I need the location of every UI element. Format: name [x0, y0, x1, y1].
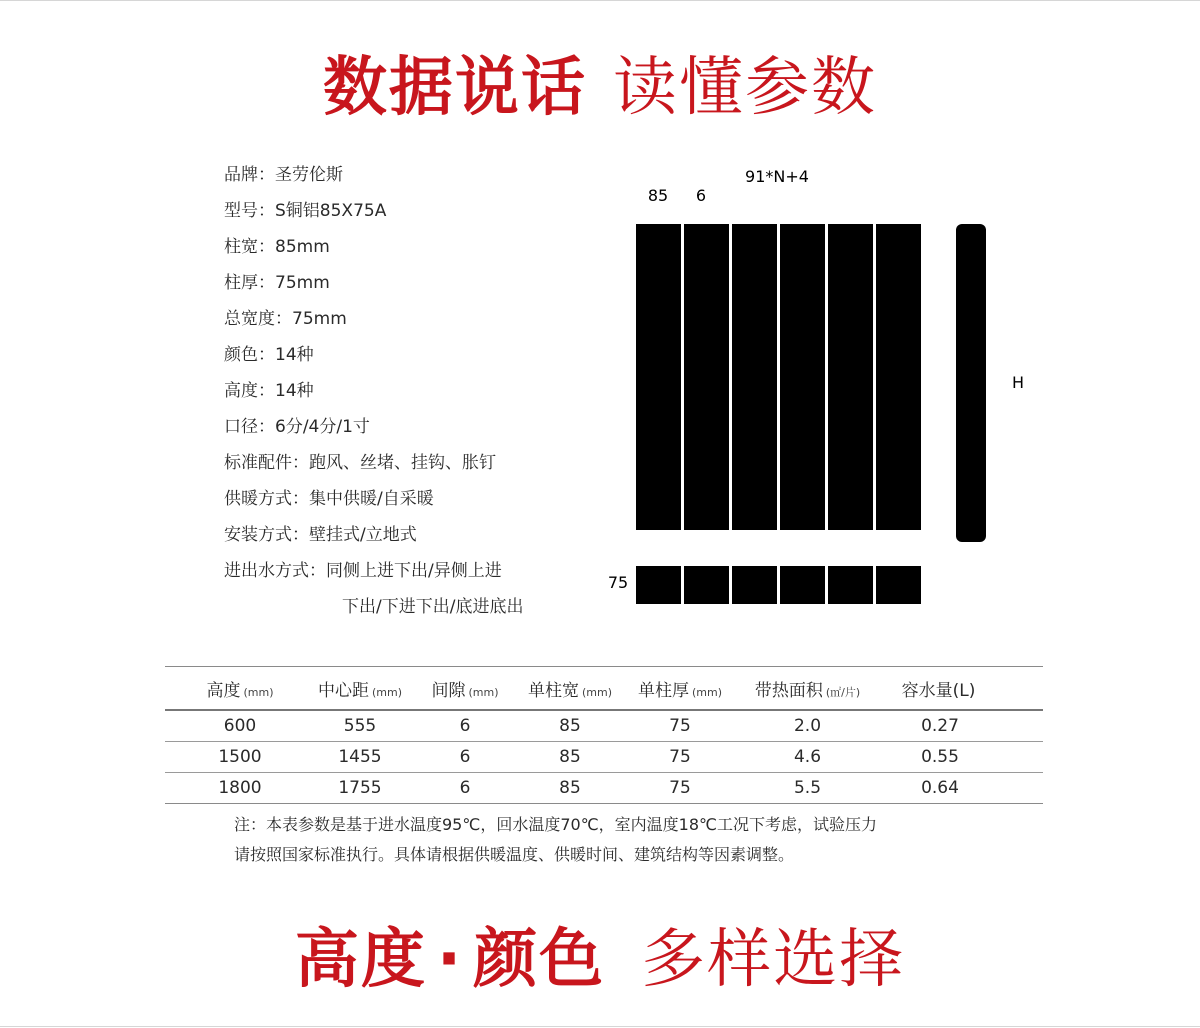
spec-label: 标准配件： [224, 453, 309, 473]
top-view-slot [832, 592, 869, 598]
spec-value: 下出/下进下出/底进底出 [342, 597, 524, 617]
table-cell: 1500 [218, 747, 262, 767]
spec-label: 型号： [224, 201, 275, 221]
spec-value: 85mm [275, 237, 330, 257]
top-view-slot [736, 592, 773, 598]
table-cell: 0.55 [921, 747, 959, 767]
slogan-height: 高度 [294, 923, 427, 997]
top-view-slot [784, 592, 821, 598]
spec-row-brand [224, 160, 523, 196]
spec-row-water-flow-continued [224, 592, 523, 628]
spec-value: 14种 [275, 381, 314, 401]
radiator-column [780, 224, 825, 530]
top-view-slot [880, 572, 917, 578]
dim-total-width-label: 91*N+4 [745, 167, 809, 186]
table-cell: 85 [559, 747, 581, 767]
top-view-section [732, 566, 777, 604]
radiator-column [828, 224, 873, 530]
spec-row-column-thickness [224, 268, 523, 304]
front-view [636, 224, 921, 530]
table-cell: 85 [559, 716, 581, 736]
spec-row-column-width [224, 232, 523, 268]
table-cell: 1455 [338, 747, 382, 767]
table-row [165, 711, 1043, 741]
top-view-slot [736, 572, 773, 578]
table-cell: 75 [669, 716, 691, 736]
table-cell: 6 [459, 747, 471, 767]
spec-value: 75mm [275, 273, 330, 293]
table-cell: 600 [223, 716, 257, 736]
side-view-body [956, 224, 986, 542]
spec-row-total-width [224, 304, 523, 340]
table-cell: 1800 [218, 778, 262, 798]
spec-row-caliber [224, 412, 523, 448]
radiator-technical-drawing [600, 160, 1080, 620]
spec-label: 进出水方式： [224, 561, 326, 581]
top-view-slot [880, 592, 917, 598]
spec-label: 口径： [224, 417, 275, 437]
radiator-column [732, 224, 777, 530]
dim-column-width-label: 85 [647, 186, 669, 205]
spec-value: 圣劳伦斯 [275, 165, 343, 185]
col-header-height: 高度 (mm) [206, 680, 274, 701]
top-view-section [684, 566, 729, 604]
spec-label: 供暖方式： [224, 489, 309, 509]
top-view-section [780, 566, 825, 604]
col-header-gap: 间隙 (mm) [431, 680, 499, 701]
table-cell: 0.64 [921, 778, 959, 798]
footnote-line-2: 请按照国家标准执行。具体请根据供暖温度、供暖时间、建筑结构等因素调整。 [234, 845, 795, 864]
table-row [165, 742, 1043, 772]
top-view-slot [832, 572, 869, 578]
spec-value: 同侧上进下出/异侧上进 [326, 561, 502, 581]
spec-row-accessories [224, 448, 523, 484]
table-cell: 1755 [338, 778, 382, 798]
dim-height-label: H [1011, 373, 1025, 392]
spec-label: 柱宽： [224, 237, 275, 257]
spec-row-color [224, 340, 523, 376]
radiator-column [636, 224, 681, 530]
col-header-column-width: 单柱宽 (mm) [527, 680, 612, 701]
radiator-column [876, 224, 921, 530]
col-header-water-capacity: 容水量(L) [901, 680, 976, 701]
table-header-row [165, 667, 1043, 709]
spec-value: 75mm [292, 309, 347, 329]
top-view [608, 563, 921, 605]
footer-slogan [0, 918, 1200, 1002]
table-cell: 555 [343, 716, 377, 736]
slogan-color: 颜色 [473, 923, 606, 997]
spec-row-model [224, 196, 523, 232]
table-row [165, 773, 1043, 803]
table-cell: 2.0 [793, 716, 822, 736]
slogan-variety: 多样选择 [641, 923, 906, 997]
table-cell: 6 [459, 778, 471, 798]
top-view-slot [688, 592, 725, 598]
top-border [0, 0, 1200, 1]
spec-list [224, 160, 523, 628]
table-cell: 4.6 [793, 747, 822, 767]
table-cell: 5.5 [793, 778, 822, 798]
spec-row-heating-mode [224, 484, 523, 520]
spec-table [165, 666, 1043, 804]
pipe-port-bottom-inner [967, 522, 979, 534]
top-view-slot [640, 572, 677, 578]
spec-value: 跑风、丝堵、挂钩、胀钉 [309, 453, 496, 473]
top-view-section [636, 566, 681, 604]
spec-label: 颜色： [224, 345, 275, 365]
page-title [0, 46, 1200, 130]
spec-label: 安装方式： [224, 525, 309, 545]
spec-label: 总宽度： [224, 309, 292, 329]
table-cell: 75 [669, 747, 691, 767]
dim-gap-label: 6 [695, 186, 707, 205]
table-bottom-rule [165, 803, 1043, 804]
spec-label: 高度： [224, 381, 275, 401]
spec-value: 集中供暖/自采暖 [309, 489, 434, 509]
spec-value: 14种 [275, 345, 314, 365]
col-header-column-thickness: 单柱厚 (mm) [637, 680, 722, 701]
footnote [234, 810, 877, 870]
title-light: 读懂参数 [613, 51, 877, 125]
spec-label: 品牌： [224, 165, 275, 185]
side-view [956, 224, 1036, 542]
spec-row-height [224, 376, 523, 412]
table-cell: 85 [559, 778, 581, 798]
spec-value: S铜铝85X75A [275, 201, 387, 221]
radiator-column [684, 224, 729, 530]
footnote-line-1: 注：本表参数是基于进水温度95℃，回水温度70℃，室内温度18℃工况下考虑，试验压力 [234, 815, 877, 834]
top-view-slot [640, 592, 677, 598]
spec-row-installation [224, 520, 523, 556]
slogan-dot: · [436, 923, 464, 997]
table-cell: 75 [669, 778, 691, 798]
table-cell: 0.27 [921, 716, 959, 736]
dim-thickness-label: 75 [607, 573, 629, 592]
spec-label: 柱厚： [224, 273, 275, 293]
top-view-section [828, 566, 873, 604]
bottom-border [0, 1026, 1200, 1027]
col-header-heat-area: 带热面积 (㎡/片) [754, 680, 861, 701]
top-view-section [876, 566, 921, 604]
table-cell: 6 [459, 716, 471, 736]
spec-value: 6分/4分/1寸 [275, 417, 370, 437]
col-header-center-distance: 中心距 (mm) [317, 680, 402, 701]
top-view-slot [784, 572, 821, 578]
title-bold: 数据说话 [323, 51, 587, 125]
spec-row-water-flow [224, 556, 523, 592]
radiator-drawing-svg [600, 160, 1080, 620]
top-view-slot [688, 572, 725, 578]
spec-value: 壁挂式/立地式 [309, 525, 417, 545]
pipe-port-top-inner [967, 234, 979, 246]
